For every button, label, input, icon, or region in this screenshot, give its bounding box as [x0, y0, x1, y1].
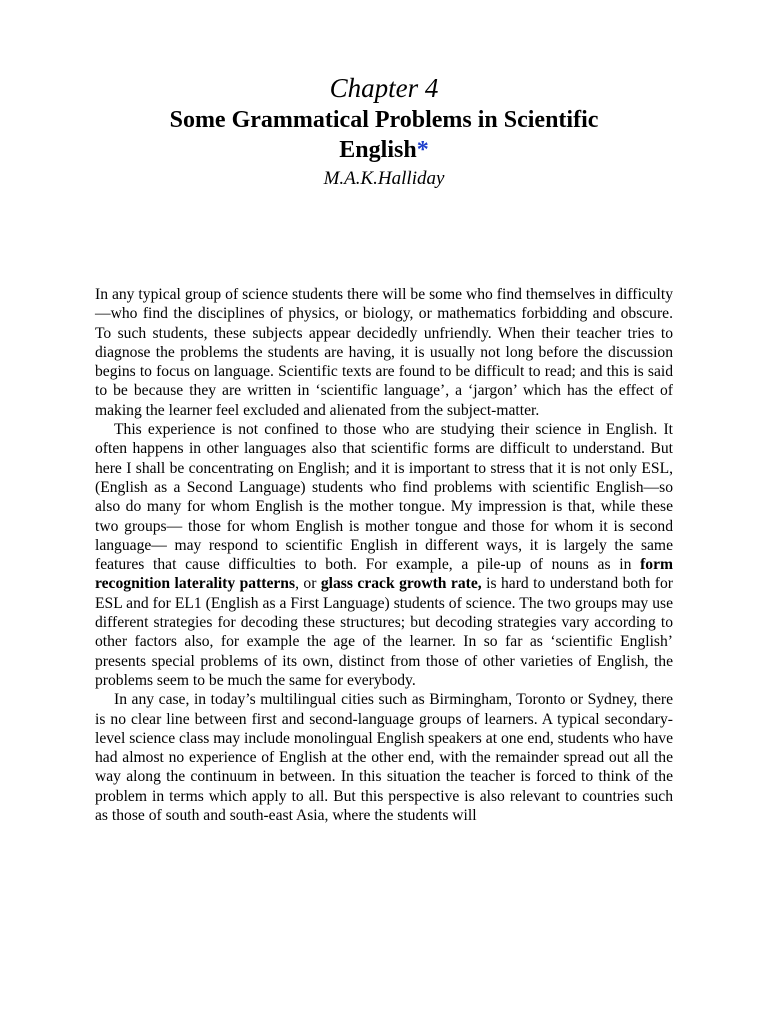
chapter-title-line-2-text: English: [339, 137, 417, 163]
paragraph-1: In any typical group of science students there will be some who find themselves in difficulty—who find the disciplines of physics, or biology, or mathematics forbidding and obscure. To such students, these subjects appear decidedly unfriendly. When their teacher tries to diagnose the problems the students are having, it is usually not long before the discussion begins to focus on language. Scientific texts are found to be difficult to read; and this is said to be because they are written in ‘scientific language’, a ‘jargon’ which has the effect of making the learner feel excluded and alienated from the subject-matter.: [95, 286, 673, 419]
body-text: [95, 285, 673, 825]
paragraph-3: In any case, in today’s multilingual cities such as Birmingham, Toronto or Sydney, there is no clear line between first and second-language groups of learners. A typical secondary-level science class may include monolingual English speakers at one end, students who have had almost no experience of English at the other end, with the remainder spread out all the way along the continuum in between. In this situation the teacher is forced to think of the problem in terms which apply to all. But this perspective is also relevant to countries such as those of south and south-east Asia, where the students will: [95, 691, 673, 825]
author-name: M.A.K.Halliday: [323, 168, 445, 189]
chapter-title: [0, 105, 768, 165]
bold-term-form-recognition: form recognition laterality patterns: [95, 556, 673, 593]
bold-term-glass-crack: glass crack growth rate,: [320, 575, 482, 593]
paragraph-2-text-a: This experience is not confined to those who are studying their science in English. It often happens in other languages also that scientific forms are difficult to understand. But here I shall be concentrating on English; and it is important to stress that it is not only ESL, (English as a Second Language) students who find problems with scientific English—so also do many for whom English is the mother tongue. My impression is that, while these two groups— those for whom English is mother tongue and those for whom it is second language— may respond to scientific English in different ways, it is largely the same features that cause difficulties to both. For example, a pile-up of nouns as in: [95, 421, 673, 574]
paragraph-2-text-c: is hard to understand both for ESL and for EL1 (English as a First Language) students of science. The two groups may use different strategies for decoding these structures; but decoding strategies vary according to other factors also, for example the age of the learner. In so far as ‘scientific English’ presents special problems of its own, distinct from those of other varieties of English, the problems seem to be much the same for everybody.: [95, 575, 673, 689]
chapter-title-line-1: Some Grammatical Problems in Scientific: [169, 107, 599, 133]
chapter-heading: [0, 72, 768, 191]
chapter-title-line-2: [0, 135, 768, 165]
paragraph-2-text-b: , or: [295, 575, 321, 593]
chapter-label: Chapter 4: [329, 73, 439, 103]
footnote-asterisk[interactable]: *: [416, 137, 429, 163]
paragraph-2: [95, 420, 673, 690]
